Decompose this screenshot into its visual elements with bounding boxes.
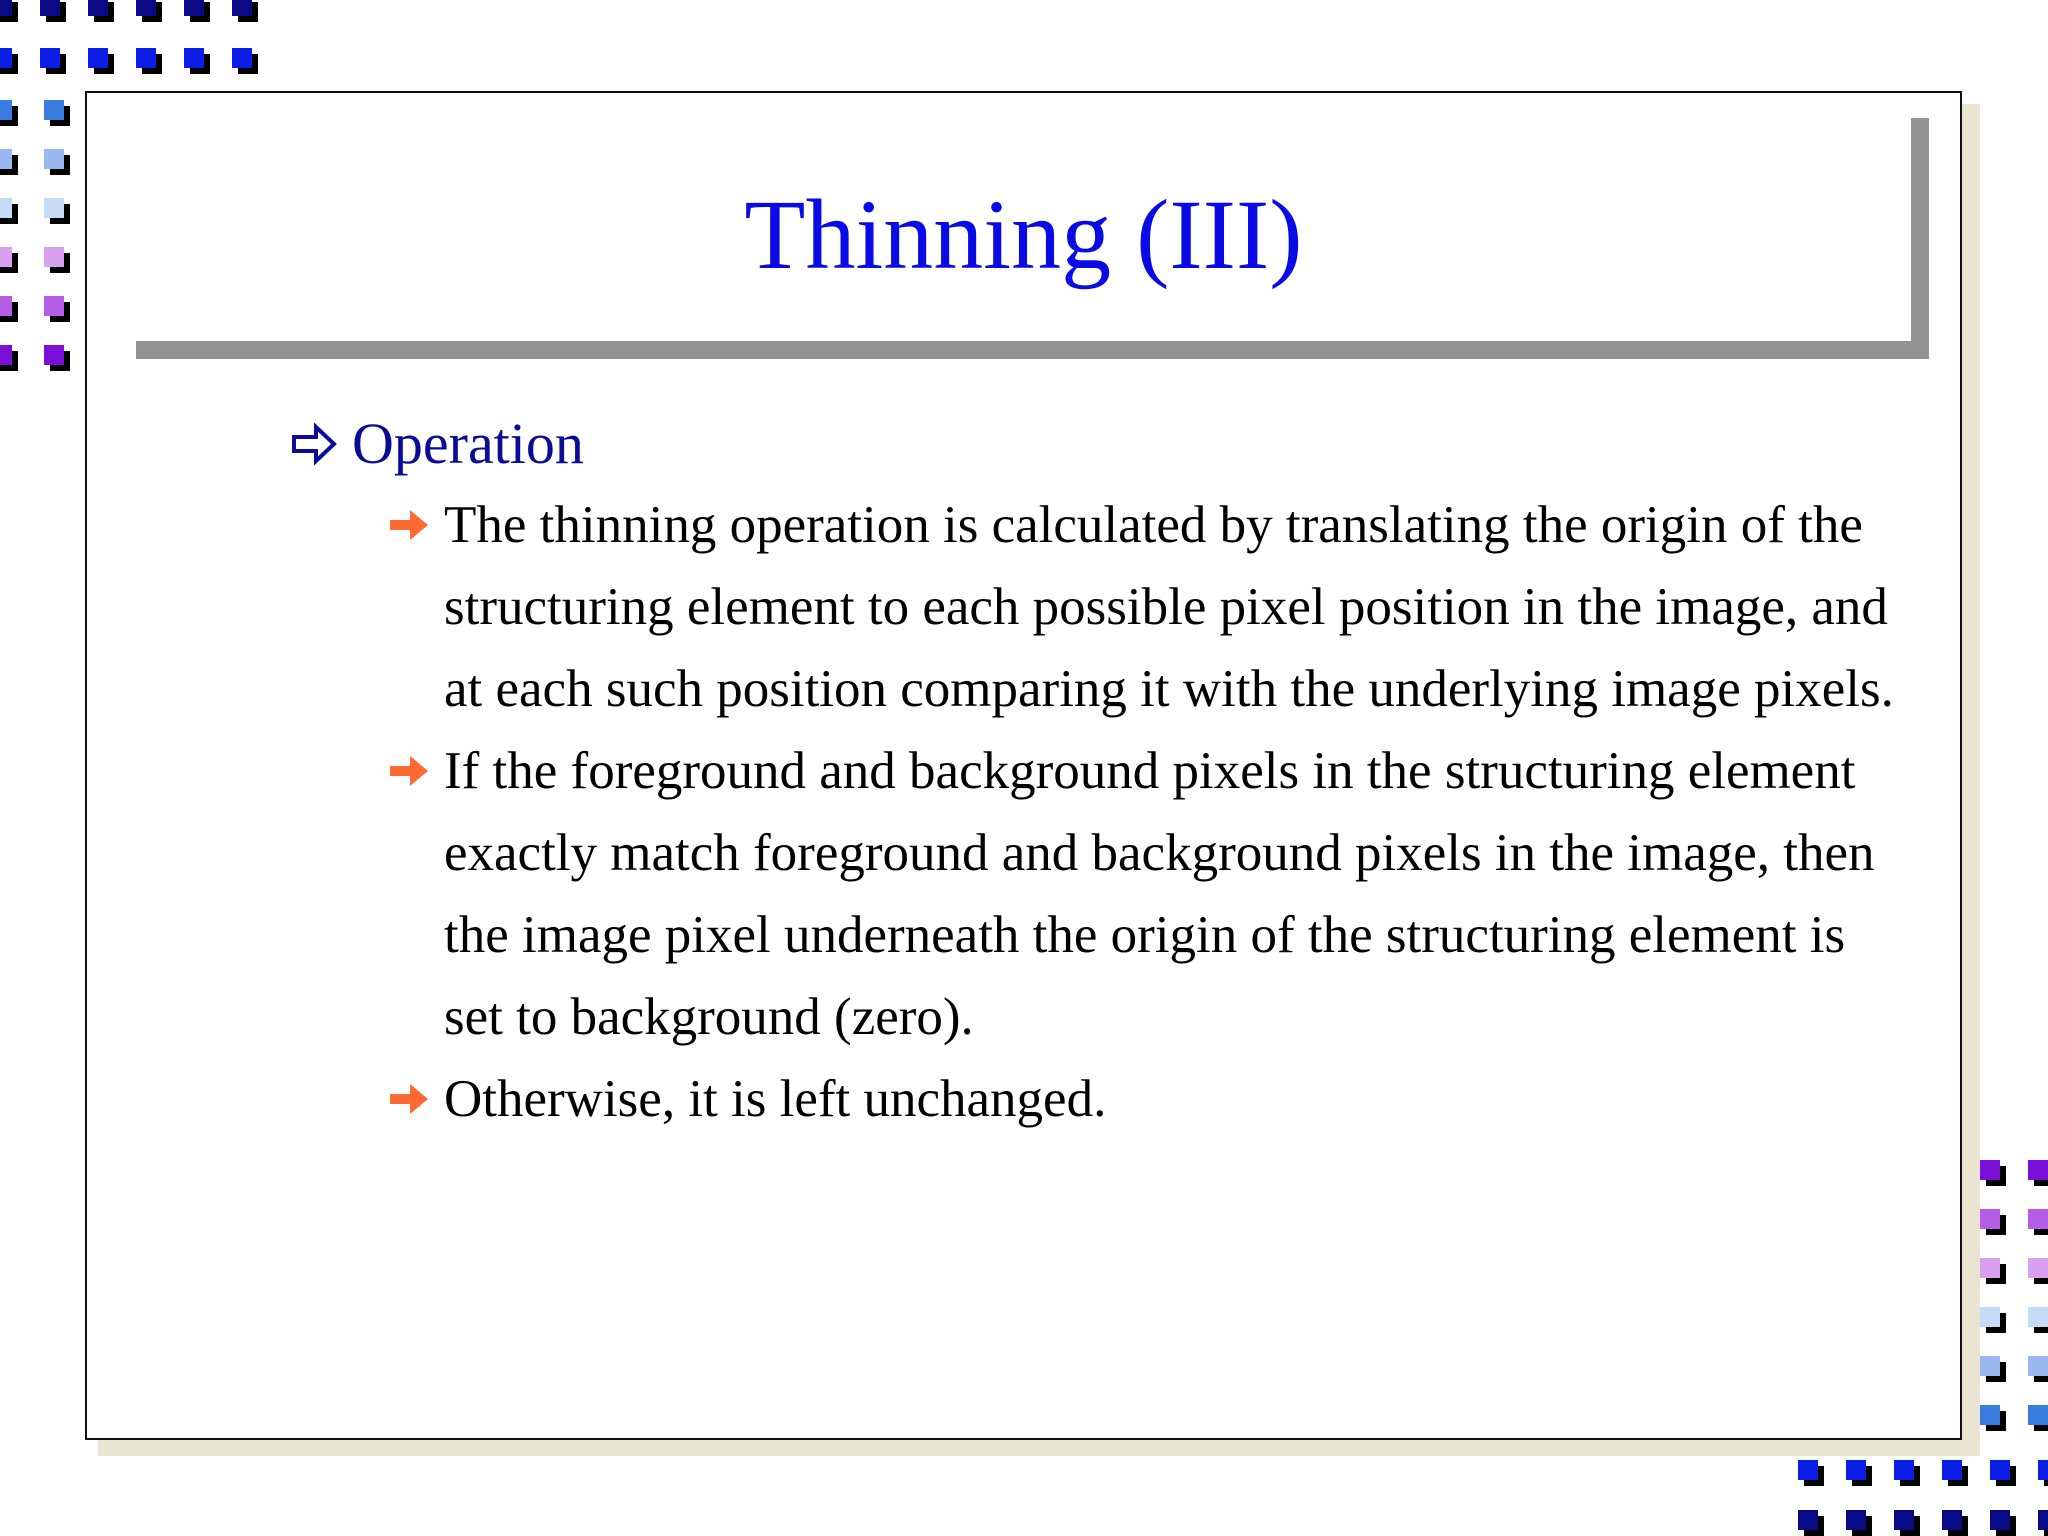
bullet-text: The thinning operation is calculated by translating the origin of the structuring element to each possible pixel position in the image, and at each such position comparing it with the underlying image pixels.: [444, 496, 1894, 718]
deco-square: [1942, 1510, 1968, 1536]
bullet-list: [388, 484, 1908, 1140]
deco-square: [0, 48, 18, 74]
deco-square: [40, 48, 66, 74]
deco-square: [0, 100, 18, 126]
hollow-right-arrow-icon: [290, 409, 340, 479]
deco-square: [0, 345, 18, 371]
section-label: Operation: [352, 411, 584, 476]
deco-square: [136, 48, 162, 74]
deco-square: [1846, 1460, 1872, 1486]
deco-square: [2028, 1209, 2048, 1235]
deco-square: [1980, 1307, 2006, 1333]
orange-arrow-icon: [388, 730, 430, 812]
deco-square: [1980, 1405, 2006, 1431]
deco-square: [88, 48, 114, 74]
deco-square: [88, 0, 114, 22]
bullet-text: If the foreground and background pixels in the structuring element exactly match foreground and background pixels in the image, then the image pixel underneath the origin of the structuring element is set to background (zero).: [444, 742, 1875, 1046]
deco-square: [1894, 1510, 1920, 1536]
title-bar-right: [1911, 118, 1929, 359]
deco-square: [0, 149, 18, 175]
list-item: [388, 484, 1908, 730]
section-heading: [290, 409, 584, 479]
deco-square: [44, 149, 70, 175]
deco-square: [1980, 1160, 2006, 1186]
deco-square: [44, 296, 70, 322]
deco-square: [1798, 1460, 1824, 1486]
deco-square: [0, 247, 18, 273]
bullet-text: Otherwise, it is left unchanged.: [444, 1070, 1107, 1128]
deco-square: [40, 0, 66, 22]
deco-square: [2038, 1460, 2048, 1486]
deco-square: [0, 296, 18, 322]
deco-square: [136, 0, 162, 22]
deco-square: [1798, 1510, 1824, 1536]
deco-square: [2028, 1307, 2048, 1333]
deco-square: [1980, 1209, 2006, 1235]
deco-square: [184, 0, 210, 22]
deco-square: [0, 0, 18, 22]
deco-square: [1894, 1460, 1920, 1486]
deco-square: [1980, 1356, 2006, 1382]
deco-square: [184, 48, 210, 74]
deco-square: [2028, 1258, 2048, 1284]
orange-arrow-icon: [388, 1058, 430, 1140]
deco-square: [2028, 1405, 2048, 1431]
list-item: [388, 1058, 1908, 1140]
orange-arrow-icon: [388, 484, 430, 566]
deco-square: [44, 198, 70, 224]
deco-square: [1942, 1460, 1968, 1486]
deco-square: [1980, 1258, 2006, 1284]
deco-square: [232, 0, 258, 22]
deco-square: [232, 48, 258, 74]
deco-square: [1990, 1460, 2016, 1486]
deco-square: [1990, 1510, 2016, 1536]
deco-square: [0, 198, 18, 224]
list-item: [388, 730, 1908, 1058]
deco-square: [2028, 1160, 2048, 1186]
deco-square: [44, 247, 70, 273]
deco-square: [2028, 1356, 2048, 1382]
slide-title: Thinning (III): [744, 179, 1303, 290]
deco-square: [44, 100, 70, 126]
deco-square: [1846, 1510, 1872, 1536]
title-bar-bottom: [136, 341, 1929, 359]
deco-square: [44, 345, 70, 371]
deco-square: [2038, 1510, 2048, 1536]
